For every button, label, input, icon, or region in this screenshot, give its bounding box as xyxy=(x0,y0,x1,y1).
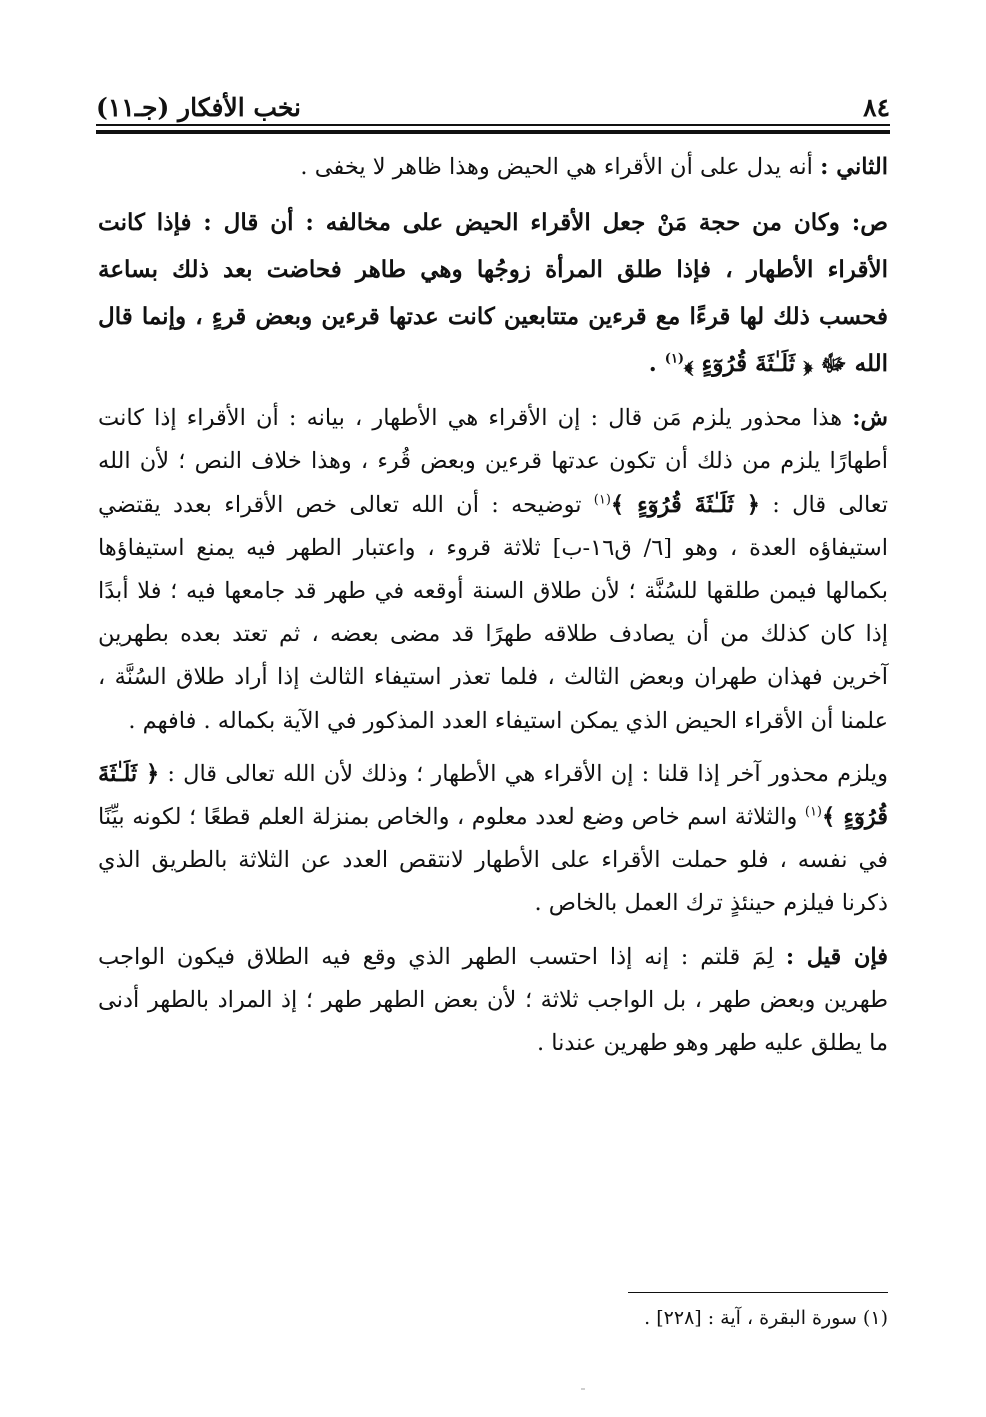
quran-quote: ﴿ ثَلَـٰثَةَ قُرُوٓءٍ ﴾ xyxy=(610,491,760,518)
header-rule-thin xyxy=(96,124,890,126)
quran-quote: ﴿ ثَلَـٰثَةَ قُرُوٓءٍ ﴾ xyxy=(98,760,889,831)
paragraph-second-point xyxy=(98,146,888,189)
paragraph-lead: ص: xyxy=(851,209,888,237)
paragraph-text: هذا محذور يلزم مَن قال : إن الأقراء هي الأطهار ، بيانه : أن الأقراء إذا كانت أطهارًا يلزم من ذلك أن تكون عدتها قرءين وبعض قُرء ، وهذا خلاف النص ؛ لأن الله تعالى قال : xyxy=(98,405,889,518)
paragraph-text: أنه يدل على أن الأقراء هي الحيض وهذا ظاهر لا يخفى . xyxy=(300,154,813,180)
body-text xyxy=(98,146,888,1075)
footnote-ref: (١) xyxy=(664,351,685,367)
footnote: (١) سورة البقرة ، آية : [٢٢٨] . xyxy=(644,1307,888,1329)
footnote-ref: (١) xyxy=(593,492,611,508)
paragraph-lead: فإن قيل : xyxy=(785,943,888,970)
paragraph-tail: والثلاثة اسم خاص وضع لعدد معلوم ، والخاص بمنزلة العلم قطعًا ؛ لكونه بيِّنًا في نفسه ، فلو حملت الأقراء على الأطهار لانتقص العدد عن الثلاثة بالطريق الذي ذكرنا فيلزم حينئذٍ ترك العمل بالخاص . xyxy=(98,804,888,917)
paragraph-if-said xyxy=(98,936,888,1066)
paragraph-sharh xyxy=(98,397,888,743)
header-rule-thick xyxy=(96,130,890,134)
paragraph-tail: توضيحه : أن الله تعالى خص الأقراء بعدد يقتضي استيفاؤه العدة ، وهو [٦/ ق١٦-ب] ثلاثة قروء ، واعتبار الطهر فيه يمنع استيفاؤها بكمالها فيمن طلقها للسُنَّة ؛ لأن طلاق السنة أوقعه في طهر قد جامعها فيه ؛ فلا أبدًا إذا كان كذلك من أن يصادف طلاقه طهرًا قد مضى بعضه ، ثم تعتد بعده بطهرين آخرين فهذان طهران وبعض الثالث ، فلما تعذر استيفاء الثالث إذا أراد طلاق السُنَّة ، علمنا أن الأقراء الحيض الذي يمكن استيفاء العدد المذكور في الآية بكماله . فافهم . xyxy=(98,491,888,734)
paragraph-text: ويلزم محذور آخر إذا قلنا : إن الأقراء هي الأطهار ؛ وذلك لأن الله تعالى قال : xyxy=(167,760,888,787)
book-title: نخب الأفكار (جـ١١) xyxy=(96,93,302,122)
paragraph-sad-quote xyxy=(98,199,888,387)
paragraph-tail: . xyxy=(648,350,665,378)
footnote-rule xyxy=(628,1292,888,1293)
paragraph-text: وكان من حجة مَنْ جعل الأقراء الحيض على مخالفه : أن قال : فإذا كانت الأقراء الأطهار ، فإذا طلق المرأة زوجُها وهي طاهر فحاضت بعد ذلك بساعة فحسب ذلك لها قرءًا مع قرءين متتابعين كانت عدتها قرءين وبعض قرءٍ ، وإنما قال الله ﷻ xyxy=(98,209,889,378)
paragraph-lead: الثاني : xyxy=(820,154,888,180)
quran-quote: ﴿ ثَلَـٰثَةَ قُرُوٓءٍ ﴾ xyxy=(684,350,813,378)
page-number: ٨٤ xyxy=(863,93,890,122)
page-header xyxy=(96,86,890,120)
paragraph-lead: ش: xyxy=(852,405,888,432)
footnote-ref: (١) xyxy=(804,804,822,820)
paragraph-text: لِمَ قلتم : إنه إذا احتسب الطهر الذي وقع فيه الطلاق فيكون الواجب طهرين وبعض طهر ، بل الواجب ثلاثة ؛ لأن بعض الطهر طهر ؛ إذ المراد بالطهر أدنى ما يطلق عليه طهر وهو طهرين عندنا . xyxy=(98,943,888,1057)
scan-speck xyxy=(581,1388,585,1390)
paragraph-another-objection xyxy=(98,753,888,926)
